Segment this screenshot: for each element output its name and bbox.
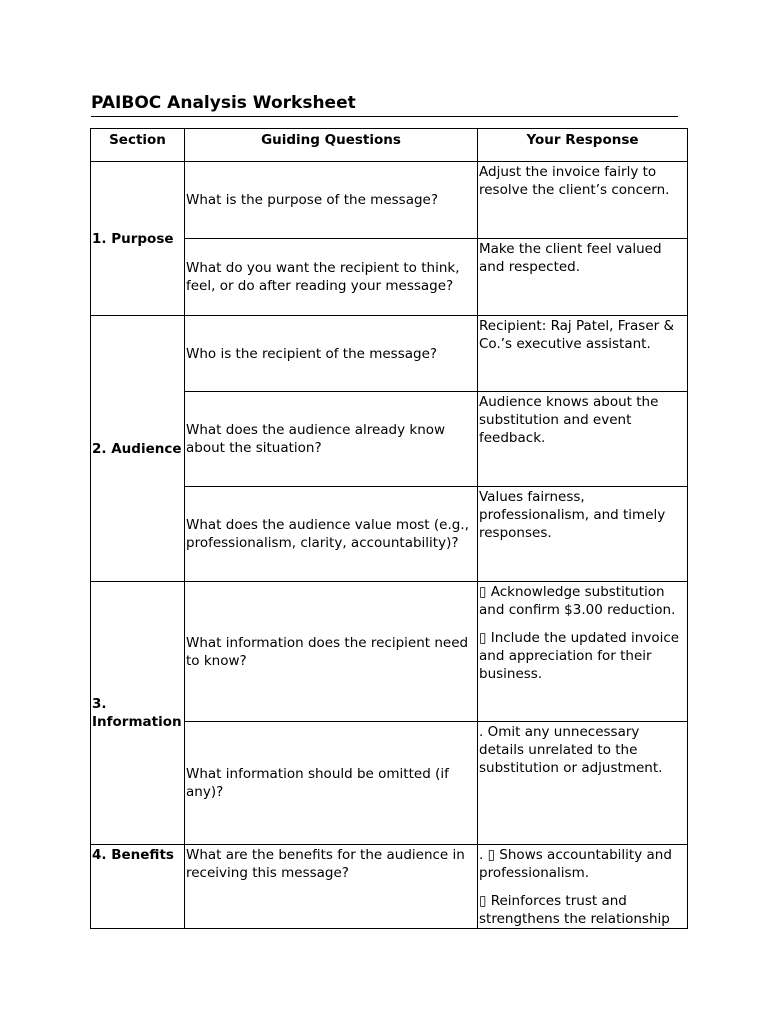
section-label-audience: 2. Audience [91,316,185,582]
question-cell: What does the audience already know about the situation? [185,392,478,487]
response-text: . ▯ Shows accountability and professionalism. [479,847,672,881]
header-guiding-questions: Guiding Questions [185,129,478,162]
response-text: Recipient: Raj Patel, Fraser & Co.’s executive assistant. [479,318,675,352]
response-cell [478,316,688,392]
table-row [91,316,688,392]
response-text: ▯ Acknowledge substitution and confirm $3.00 reduction. [479,584,676,618]
response-text: Values fairness, professionalism, and timely responses. [479,489,666,541]
response-text: Audience knows about the substitution and event feedback. [479,394,659,446]
table-row [91,845,688,929]
response-text: . Omit any unnecessary details unrelated to the substitution or adjustment. [479,724,663,776]
section-label-benefits: 4. Benefits [91,845,185,929]
table-row [91,582,688,722]
response-text: Adjust the invoice fairly to resolve the client’s concern. [479,164,670,198]
response-cell [478,239,688,316]
question-cell: What is the purpose of the message? [185,162,478,239]
header-section: Section [91,129,185,162]
header-your-response: Your Response [478,129,688,162]
response-text: Make the client feel valued and respected. [479,241,662,275]
question-cell: What does the audience value most (e.g., professionalism, clarity, accountability)? [185,487,478,582]
response-cell [478,162,688,239]
title-underline [91,116,678,117]
section-label-information: 3. Information [91,582,185,845]
response-cell [478,487,688,582]
question-cell: What are the benefits for the audience in receiving this message? [185,845,478,929]
question-cell: What information should be omitted (if any)? [185,722,478,845]
header-row [91,129,688,162]
paiboc-table [90,128,688,929]
page-title: PAIBOC Analysis Worksheet [91,93,356,113]
response-cell [478,392,688,487]
question-cell: What do you want the recipient to think, feel, or do after reading your message? [185,239,478,316]
table-row [91,162,688,239]
response-cell [478,582,688,722]
response-cell [478,845,688,929]
response-text: ▯ Reinforces trust and strengthens the relationship [479,893,670,927]
question-cell: What information does the recipient need to know? [185,582,478,722]
response-cell [478,722,688,845]
section-label-purpose: 1. Purpose [91,162,185,316]
question-cell: Who is the recipient of the message? [185,316,478,392]
response-text: ▯ Include the updated invoice and appreciation for their business. [479,630,680,682]
